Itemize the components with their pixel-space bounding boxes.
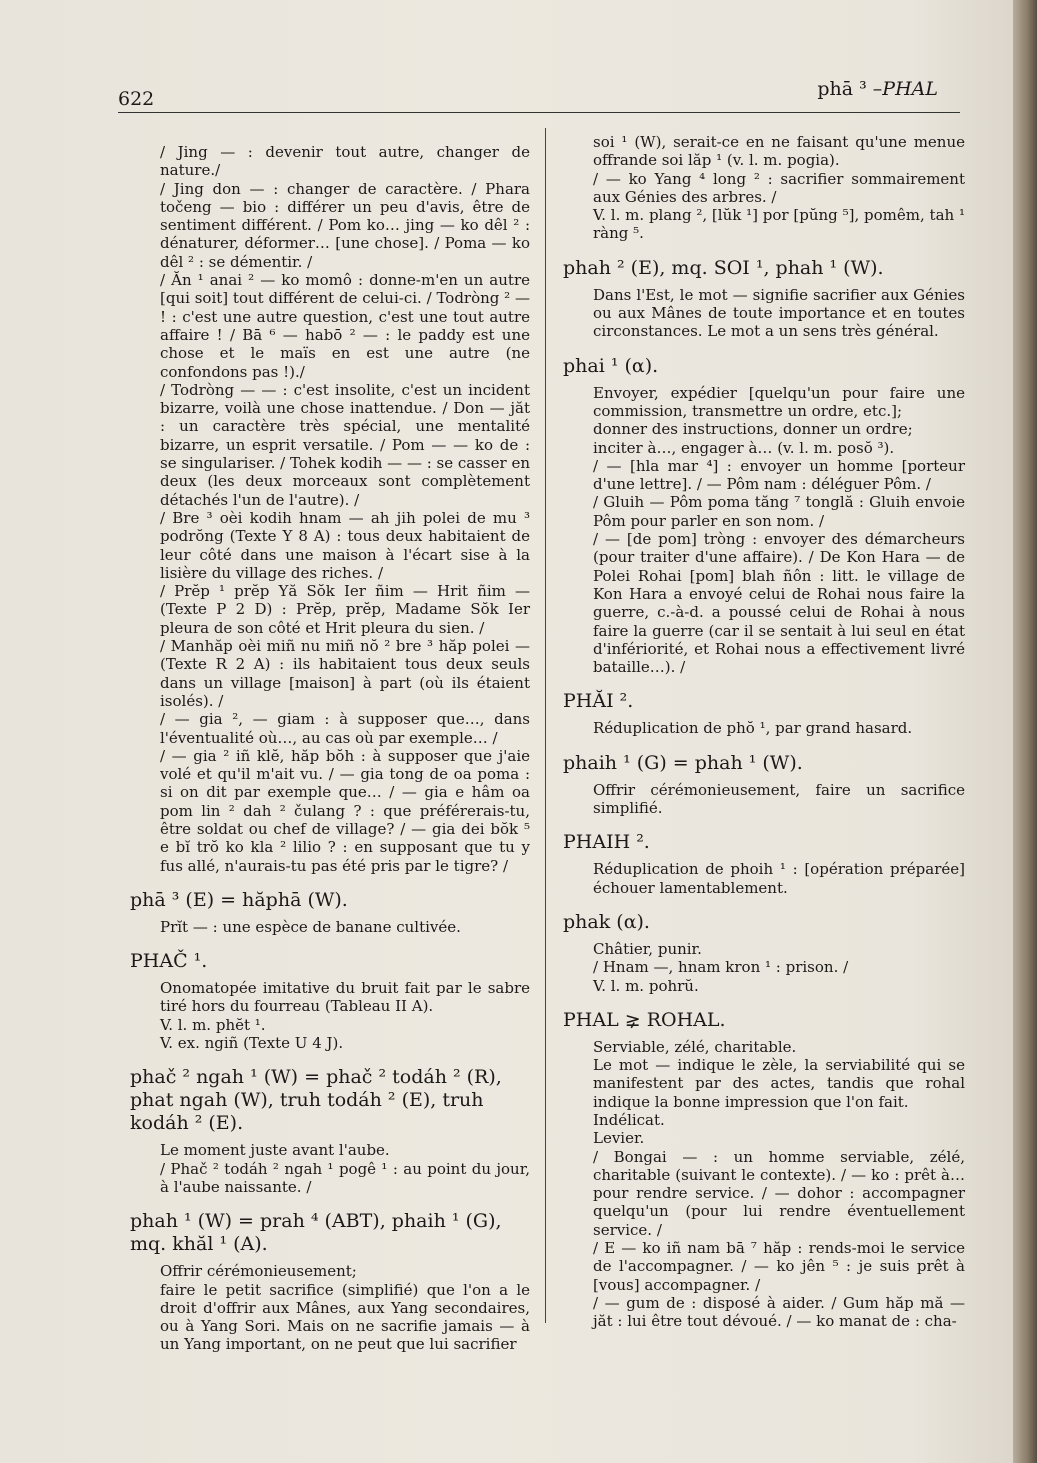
entry-line: / — [de pom] tròng : envoyer des démarcheurs (pour traiter d'une affaire). / De Kon Hara — de Polei Rohai [pom] blah ñôn : litt. le village de Kon Hara a envoyé celui de Rohai nous faire la guerre, c.-à-d. a poussé celui de Rohai à nous faire la guerre (car il se sentait à lui seul en état d'infériorité, et Rohai nous a effectivement livré bataille…). /	[593, 530, 965, 677]
example-paragraph: / Jing — : devenir tout autre, changer de nature./	[160, 143, 530, 180]
entry-line: / — gum de : disposé à aider. / Gum hăp mă — jăt : lui être tout dévoué. / — ko manat de : cha-	[593, 1293, 965, 1331]
entry-line: Dans l'Est, le mot — signifie sacrifier aux Génies ou aux Mânes de toute importance et en toutes circonstances. Le mot a un sens très général.	[593, 285, 965, 341]
entry-body	[160, 1262, 530, 1353]
entry-body	[593, 940, 965, 995]
example-paragraph: / Manhăp oèi miñ nu miñ nŏ ² bre ³ hăp polei — (Texte R 2 A) : ils habitaient tous deux seuls dans un village [maison] à part (où ils étaient isolés). /	[160, 637, 530, 710]
entry-line: / Gluih — Pôm poma tăng ⁷ tonglă : Gluih envoie Pôm pour parler en son nom. /	[593, 493, 965, 530]
example-paragraph: / — gia ², — giam : à supposer que…, dans l'éventualité où…, au cas où par exemple… /	[160, 710, 530, 747]
header-rule	[118, 112, 960, 113]
entry-line: donner des instructions, donner un ordre;	[593, 420, 913, 439]
entry-body	[593, 1038, 965, 1331]
right-column	[563, 133, 965, 1331]
entry-headword: phah ¹ (W) = prah ⁴ (ABT), phaih ¹ (G), mq. khăl ¹ (A).	[130, 1210, 502, 1256]
entry-headword: phah ² (E), mq. SOI ¹, phah ¹ (W).	[563, 256, 884, 279]
example-paragraph: / Bre ³ oèi kodih hnam — ah jih polei de mu ³ podrŏng (Texte Y 8 A) : tous deux habitaient de leur côté dans une maison à l'écart sise à la lisière du village des riches. /	[160, 508, 530, 582]
entry-body	[593, 781, 965, 818]
entry-line: Envoyer, expédier [quelqu'un pour faire une commission, transmettre un ordre, etc.];	[593, 383, 965, 420]
entry-line: Offrir cérémonieusement, faire un sacrifice simplifié.	[593, 780, 965, 818]
entry-line: Levier.	[593, 1129, 645, 1148]
entry-line: Serviable, zélé, charitable.	[593, 1037, 797, 1056]
example-paragraph: / Jing don — : changer de caractère. / Phara točeng — bio : différer un peu d'avis, être de sentiment différent. / Pom ko… jing — ko dêl ² : dénaturer, déformer… [une chose]. / Poma — ko dêl ² : se démentir. /	[160, 179, 530, 271]
entry-line: V. l. m. phĕt ¹.	[160, 1015, 266, 1034]
entry-headword: PHAIH ².	[563, 831, 650, 854]
entry-headword: PHAČ ¹.	[130, 950, 208, 973]
running-head-italic: PHAL	[882, 78, 938, 100]
entry-body	[593, 719, 965, 737]
running-head-prefix: phā ³ –	[817, 78, 883, 100]
running-head	[817, 78, 938, 100]
continuation-block	[593, 133, 965, 243]
entry-line: inciter à…, engager à… (v. l. m. posŏ ³).	[593, 438, 895, 457]
entry-line: / Phač ² todáh ² ngah ¹ pogê ¹ : au point du jour, à l'aube naissante. /	[160, 1159, 530, 1196]
example-paragraph: / Prĕp ¹ prĕp Yă Sŏk Ier ñim — Hrit ñim — (Texte P 2 D) : Prĕp, prĕp, Madame Sŏk Ier pleura de son côté et Hrit pleura du sien. /	[160, 582, 530, 637]
entry-body	[160, 918, 530, 936]
entry-line: / Hnam —, hnam kron ¹ : prison. /	[593, 958, 849, 977]
entry-headword: phai ¹ (α).	[563, 354, 659, 377]
entry-headword: phač ² ngah ¹ (W) = phač ² todáh ² (R), phat ngah (W), truh todáh ² (E), truh kodáh ² (E).	[130, 1066, 502, 1135]
entry-line: Réduplication de phoih ¹ : [opération préparée] échouer lamentablement.	[593, 860, 965, 897]
entry-body	[160, 979, 530, 1052]
continuation-block	[160, 143, 530, 875]
example-paragraph: / — ko Yang ⁴ long ² : sacrifier sommairement aux Génies des arbres. /	[593, 169, 965, 206]
example-paragraph: soi ¹ (W), serait-ce en ne faisant qu'une menue offrande soi lăp ¹ (v. l. m. pogia).	[593, 133, 965, 170]
example-paragraph: / Ăn ¹ anai ² — ko momô : donne-m'en un autre [qui soit] tout différent de celui-ci. / Todròng ² — ! : c'est une autre question, c'est une tout autre affaire ! / Bā ⁶ — habō ² — : le paddy est une chose et le maïs en est une autre (ne confondons pas !)./	[160, 271, 530, 381]
left-column	[130, 143, 530, 1354]
entry-line: / — [hla mar ⁴] : envoyer un homme [porteur d'une lettre]. / — Pôm nam : déléguer Pôm. /	[593, 456, 965, 494]
entry-headword: phā ³ (E) = hăphā (W).	[130, 888, 348, 911]
book-spine-edge	[1013, 0, 1037, 1463]
entry-body	[593, 286, 965, 341]
entry-line: Le mot — indique le zèle, la serviabilité qui se manifestent par des actes, tandis que rohal indique la bonne impression que l'on fait.	[593, 1056, 965, 1111]
entry-headword: PHĂI ².	[563, 690, 634, 713]
entry-headword: phak (α).	[563, 910, 650, 933]
column-divider	[545, 128, 546, 1323]
entry-line: Offrir cérémonieusement;	[160, 1262, 357, 1281]
entry-line: / E — ko iñ nam bā ⁷ hăp : rends-moi le service de l'accompagner. / — ko jên ⁵ : je suis prêt à [vous] accompagner. /	[593, 1239, 965, 1294]
entry-line: faire le petit sacrifice (simplifié) que l'on a le droit d'offrir aux Mânes, aux Yang secondaires, ou à Yang Sori. Mais on ne sacrifie jamais — à un Yang important, on ne peut que lui sacrifier	[160, 1280, 530, 1354]
entry-line: / Bongai — : un homme serviable, zélé, charitable (suivant le contexte). / — ko : prêt à… pour rendre service. / — dohor : accompagner quelqu'un (pour lui rendre éventuellement service. /	[593, 1147, 965, 1239]
entry-line: Indélicat.	[593, 1110, 665, 1129]
entry-line: Réduplication de phŏ ¹, par grand hasard.	[593, 719, 913, 738]
example-paragraph: / — gia ² iñ klĕ, hăp bŏh : à supposer que j'aie volé et qu'il m'ait vu. / — gia tong de oa poma : si on dit par exemple que… / — gia e hâm oa pom lin ² dah ² čulang ? : que préférerais-tu, être soldat ou chef de village? / — gia dei bŏk ⁵ e bĭ trŏ ko kla ² lilio ? : en supposant que tu y fus allé, n'aurais-tu pas été pris par le tigre? /	[160, 746, 530, 875]
entry-line: Le moment juste avant l'aube.	[160, 1141, 390, 1160]
entry-headword: phaih ¹ (G) = phah ¹ (W).	[563, 751, 803, 774]
entry-body	[593, 384, 965, 677]
entry-line: V. ex. ngiñ (Texte U 4 J).	[160, 1034, 344, 1053]
entry-body	[160, 1141, 530, 1196]
entry-body	[593, 860, 965, 897]
page-number: 622	[118, 88, 155, 110]
entry-line: Châtier, punir.	[593, 939, 702, 958]
example-paragraph: V. l. m. plang ², [lŭk ¹] por [pŭng ⁵], pomêm, tah ¹ ràng ⁵.	[593, 206, 965, 243]
example-paragraph: / Todròng — — : c'est insolite, c'est un incident bizarre, voilà une chose inattendue. / Don — jăt : un caractère très spécial, une mentalité bizarre, un esprit versatile. / Pom — — ko de : se singulariser. / Tohek kodih — — : se casser en deux (les deux morceaux sont complètement détachés l'un de l'autre). /	[160, 380, 530, 509]
entry-line: Prĭt — : une espèce de banane cultivée.	[160, 917, 461, 936]
entry-line: Onomatopée imitative du bruit fait par le sabre tiré hors du fourreau (Tableau II A).	[160, 979, 530, 1016]
entry-headword: PHAL ⪈ ROHAL.	[563, 1008, 726, 1031]
entry-line: V. l. m. pohrŭ.	[593, 976, 699, 995]
